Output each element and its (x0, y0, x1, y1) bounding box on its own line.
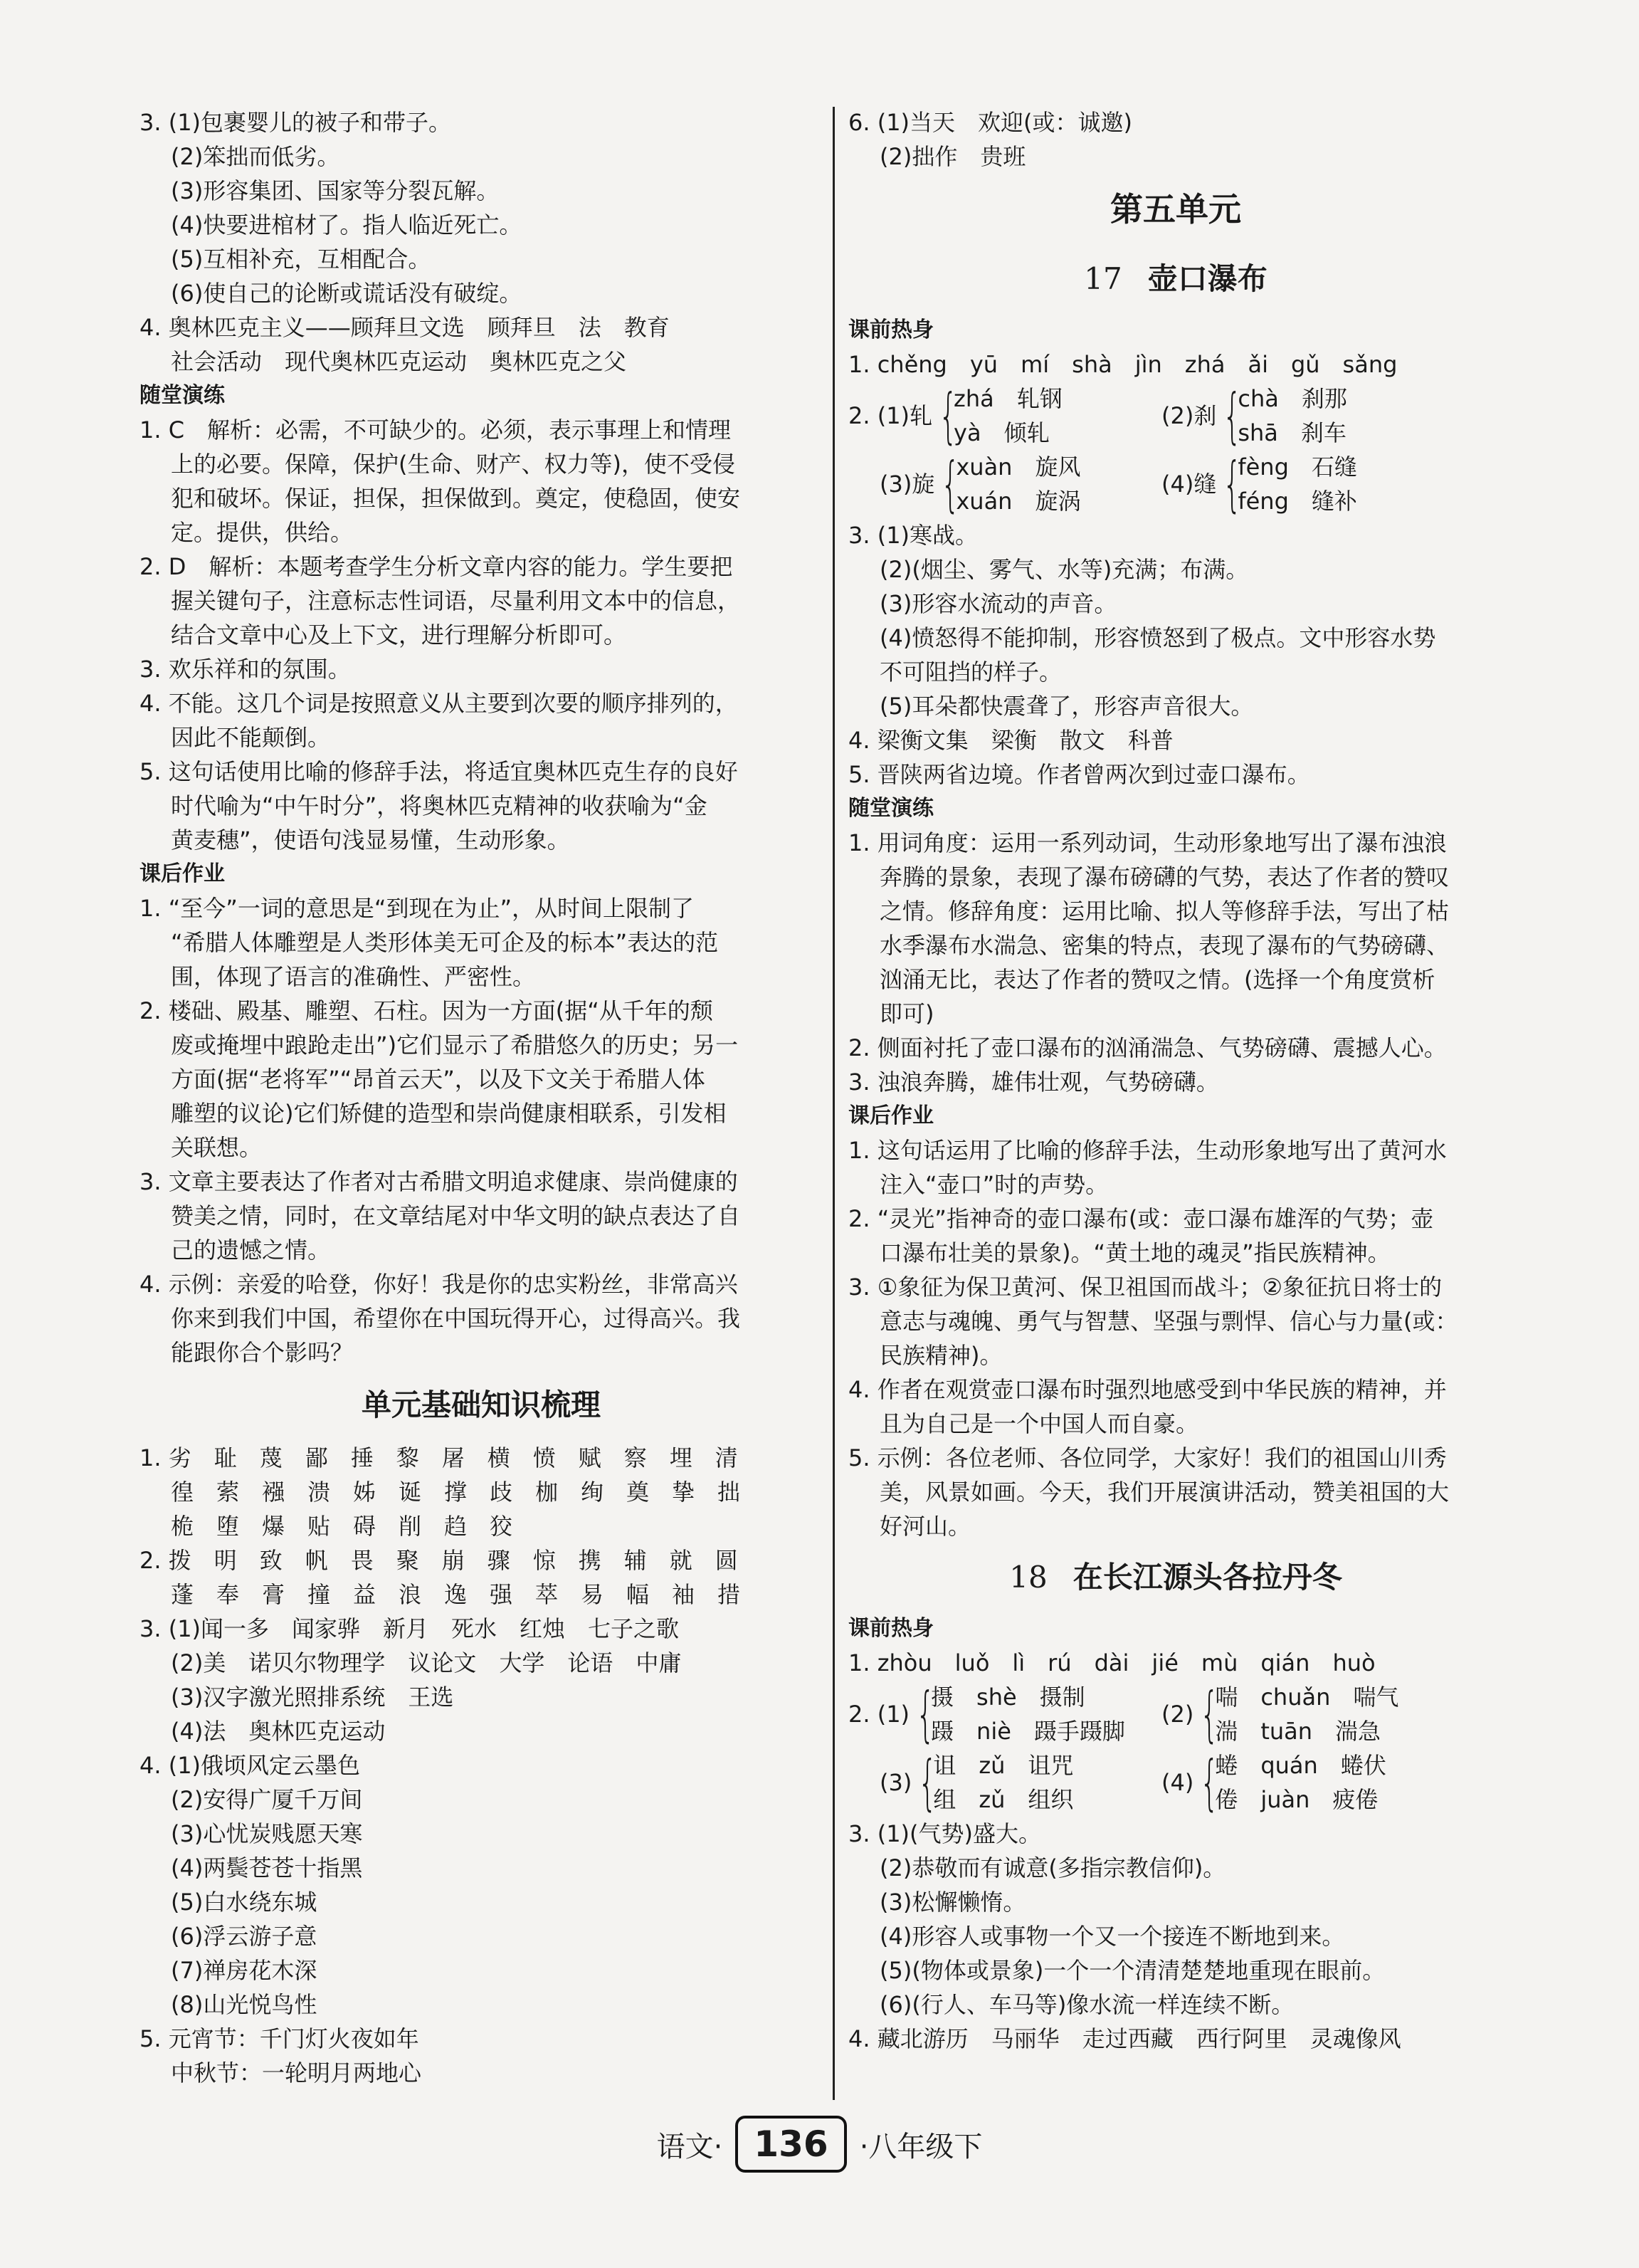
brace-lines (1215, 1748, 1386, 1817)
answer-line: 5. 晋陕两省边境。作者曾两次到过壶口瀑布。 (848, 761, 1310, 788)
curly-brace-icon: { (939, 381, 958, 451)
answer-line: 2. D 解析：本题考查学生分析文章内容的能力。学生要把 (139, 553, 733, 580)
page-footer (0, 2116, 1639, 2173)
answer-line: 关联想。 (171, 1134, 263, 1161)
section-heading: 随堂演练 (848, 796, 934, 821)
answer-line: 5. 元宵节：千门灯火夜如年 (139, 2025, 419, 2052)
answer-line: 5. 这句话使用比喻的修辞手法，将适宜奥林匹克生存的良好 (139, 758, 738, 785)
l18-character-answers (848, 1680, 1503, 1817)
section-warmup-17: 课前热身 (848, 317, 934, 342)
lesson-17-title: 壶口瀑布 (1147, 261, 1268, 296)
column-divider (833, 107, 835, 2100)
answer-line: (3)汉字激光照排系统 王选 (171, 1684, 454, 1711)
answer-line: (2)安得广厦千万间 (171, 1786, 363, 1813)
l17-answers (848, 518, 1503, 1543)
brace-group (848, 1748, 1161, 1817)
answer-line: 6. (1)当天 欢迎(或：诚邀) (848, 109, 1133, 136)
answer-line: (5)白水绕东城 (171, 1889, 317, 1916)
brace-label: 2. (1)轧 (848, 402, 933, 429)
answer-line: 方面(据“老将军”“昂首云天”，以及下文关于希腊人体 (171, 1066, 705, 1093)
answer-line: (2)美 诺贝尔物理学 议论文 大学 论语 中庸 (171, 1649, 682, 1676)
right-top-answers (848, 105, 1503, 174)
answer-line: 桅 堕 爆 贴 碍 削 趋 狡 (171, 1513, 513, 1540)
answer-line: 即可) (880, 1000, 934, 1027)
answer-line: 废或掩埋中踉跄走出”)它们显示了希腊悠久的历史；另一 (171, 1031, 739, 1059)
footer-grade: ·八年级下 (859, 2130, 983, 2163)
answer-line: 4. 奥林匹克主义——顾拜旦文选 顾拜旦 法 教育 (139, 314, 670, 341)
answer-line: 蓬 奉 膏 撞 益 浪 逸 强 萃 易 幅 袖 措 (171, 1581, 741, 1608)
answer-line: 口瀑布壮美的景象)。“黄土地的魂灵”指民族精神。 (880, 1239, 1391, 1266)
answer-line: (4)快要进棺材了。指人临近死亡。 (171, 211, 522, 238)
brace-row (848, 450, 1503, 518)
answer-line: 结合文章中心及上下文，进行理解分析即可。 (171, 621, 627, 649)
answer-line: 4. (1)俄顷风定云墨色 (139, 1752, 361, 1779)
answer-line: 社会活动 现代奥林匹克运动 奥林匹克之父 (171, 348, 627, 375)
brace-line: 组 zǔ 组织 (933, 1786, 1074, 1813)
answer-line: 3. 欢乐祥和的氛围。 (139, 656, 351, 683)
lesson-17-heading (848, 245, 1503, 313)
brace-lines (954, 382, 1063, 450)
answer-line: 黄麦穗”，使语句浅显易懂，生动形象。 (171, 826, 570, 854)
answer-line: 5. 示例：各位老师、各位同学，大家好！我们的祖国山川秀 (848, 1444, 1447, 1471)
answer-line: (5)耳朵都快震聋了，形容声音很大。 (880, 693, 1254, 720)
section-heading: 随堂演练 (139, 383, 225, 408)
answer-line: (3)形容水流动的声音。 (880, 590, 1117, 617)
section-warmup-18: 课前热身 (848, 1616, 934, 1641)
answer-line: 时代喻为“中午时分”，将奥林匹克精神的收获喻为“金 (171, 792, 707, 819)
answer-line: 2. 拨 明 致 帆 畏 聚 崩 骤 惊 携 辅 就 圆 (139, 1547, 738, 1574)
answer-line: 意志与魂魄、勇气与智慧、坚强与剽悍、信心与力量(或： (880, 1308, 1458, 1335)
answer-line: 3. (1)闻一多 闻家骅 新月 死水 红烛 七子之歌 (139, 1615, 680, 1642)
brace-row (848, 1748, 1503, 1817)
answer-line: (5)互相补充，互相配合。 (171, 246, 431, 273)
brace-label: (3) (880, 1769, 912, 1796)
lesson-18-heading (848, 1543, 1503, 1612)
answer-line: 1. “至今”一词的意思是“到现在为止”，从时间上限制了 (139, 895, 695, 922)
answer-line: (3)心忧炭贱愿天寒 (171, 1820, 363, 1847)
answer-line: 2. “灵光”指神奇的壶口瀑布(或：壶口瀑布雄浑的气势；壶 (848, 1205, 1434, 1232)
answer-line: 4. 不能。这几个词是按照意义从主要到次要的顺序排列的， (139, 690, 738, 717)
brace-line: yà 倾轧 (954, 419, 1050, 446)
answer-line: (7)禅房花木深 (171, 1957, 317, 1984)
left-column (139, 105, 823, 2090)
answer-line: (2)笨拙而低劣。 (171, 143, 340, 170)
answer-line: (3)松懈懒惰。 (880, 1889, 1026, 1916)
brace-line: xuàn 旋风 (956, 453, 1081, 481)
brace-lines (956, 450, 1080, 518)
answer-line: 民族精神)。 (880, 1342, 1003, 1369)
brace-group (1161, 450, 1475, 518)
answer-line: (6)(行人、车马等)像水流一样连续不断。 (880, 1991, 1295, 2018)
answer-line: (5)(物体或景象)一个一个清清楚楚地重现在眼前。 (880, 1957, 1386, 1984)
answer-line: 犯和破坏。保证，担保，担保做到。奠定，使稳固，使安 (171, 485, 741, 512)
brace-group (1161, 1748, 1475, 1817)
answer-line: 汹涌无比，表达了作者的赞叹之情。(选择一个角度赏析 (880, 966, 1435, 993)
answer-line: (6)浮云游子意 (171, 1923, 317, 1950)
brace-lines (1238, 450, 1357, 518)
answer-line: (4)愤怒得不能抑制，形容愤怒到了极点。文中形容水势 (880, 624, 1436, 651)
curly-brace-icon: { (1200, 1748, 1220, 1817)
brace-lines (1238, 382, 1347, 450)
section-title: 单元基础知识梳理 (361, 1387, 601, 1422)
brace-label: (4)缝 (1161, 471, 1217, 498)
answer-line: (2)拙作 贵班 (880, 143, 1026, 170)
curly-brace-icon: { (1223, 381, 1243, 451)
brace-line: 湍 tuān 湍急 (1215, 1718, 1381, 1745)
answer-line: 定。提供，供给。 (171, 519, 354, 546)
answer-line: 上的必要。保障，保护(生命、财产、权力等)，使不受侵 (171, 451, 735, 478)
brace-lines (1215, 1680, 1398, 1748)
brace-lines (931, 1680, 1125, 1748)
answer-line: 能跟你合个影吗？ (171, 1339, 354, 1366)
curly-brace-icon: { (1223, 449, 1243, 519)
l18-answers (848, 1817, 1503, 2056)
brace-lines (933, 1748, 1073, 1817)
curly-brace-icon: { (918, 1748, 938, 1817)
brace-row (848, 1680, 1503, 1748)
brace-group (1161, 1680, 1475, 1748)
unit-title: 第五单元 (1110, 190, 1241, 229)
section-heading: 课后作业 (848, 1103, 934, 1128)
answer-line: 水季瀑布水湍急、密集的特点，表现了瀑布的气势磅礴、 (880, 932, 1450, 959)
footer-subject: 语文· (656, 2130, 723, 2163)
brace-group (848, 382, 1161, 450)
answer-line: 因此不能颠倒。 (171, 724, 331, 751)
l18-pinyin-answers: 1. zhòu luǒ lì rú dài jié mù qián huò (848, 1649, 1376, 1676)
answer-line: (3)形容集团、国家等分裂瓦解。 (171, 177, 500, 204)
answer-line: 4. 示例：亲爱的哈登，你好！我是你的忠实粉丝，非常高兴 (139, 1271, 738, 1298)
brace-line: 喘 chuǎn 喘气 (1215, 1684, 1399, 1711)
brace-group (848, 450, 1161, 518)
lesson-17-number: 17 (1084, 261, 1122, 296)
answer-line: 2. 楼础、殿基、雕塑、石柱。因为一方面(据“从千年的颓 (139, 997, 713, 1024)
brace-label: (2) (1161, 1701, 1194, 1728)
answer-line: 雕塑的议论)它们矫健的造型和崇尚健康相联系，引发相 (171, 1100, 727, 1127)
brace-line: shā 刹车 (1238, 419, 1346, 446)
l17-polyphone-answers (848, 382, 1503, 518)
brace-line: 蜷 quán 蜷伏 (1215, 1752, 1386, 1779)
answer-line: 3. (1)(气势)盛大。 (848, 1820, 1042, 1847)
section-heading: 课后作业 (139, 861, 225, 886)
answer-line: (2)恭敬而有诚意(多指宗教信仰)。 (880, 1854, 1226, 1881)
answer-line: 奔腾的景象，表现了瀑布磅礴的气势，表达了作者的赞叹 (880, 863, 1450, 891)
answer-line: 3. 浊浪奔腾，雄伟壮观，气势磅礴。 (848, 1069, 1219, 1096)
answer-line: (6)使自己的论断或谎话没有破绽。 (171, 280, 522, 307)
brace-label: (3)旋 (880, 471, 935, 498)
answer-line: 1. 这句话运用了比喻的修辞手法，生动形象地写出了黄河水 (848, 1137, 1447, 1164)
answer-line: 2. 侧面衬托了壶口瀑布的汹涌湍急、气势磅礴、震撼人心。 (848, 1034, 1447, 1061)
answer-line: 1. 劣 耻 蔑 鄙 捶 黎 屠 横 愤 赋 察 埋 清 (139, 1444, 738, 1471)
curly-brace-icon: { (941, 449, 961, 519)
lesson-18-number: 18 (1009, 1560, 1048, 1595)
answer-line: (2)(烟尘、雾气、水等)充满；布满。 (880, 556, 1249, 583)
answer-line: 4. 梁衡文集 梁衡 散文 科普 (848, 727, 1174, 754)
curly-brace-icon: { (1200, 1679, 1220, 1749)
answer-line: (4)法 奥林匹克运动 (171, 1718, 386, 1745)
brace-line: zhá 轧钢 (954, 385, 1063, 412)
answer-line: 4. 藏北游历 马丽华 走过西藏 西行阿里 灵魂像风 (848, 2025, 1401, 2052)
answer-line: 美，风景如画。今天，我们开展演讲活动，赞美祖国的大 (880, 1479, 1450, 1506)
right-column (848, 105, 1503, 2056)
brace-line: féng 缝补 (1238, 488, 1357, 515)
answer-line: 徨 萦 襁 溃 姊 诞 撑 歧 枷 绚 奠 挚 拙 (171, 1479, 741, 1506)
answer-line: 3. (1)寒战。 (848, 522, 979, 549)
l17-pinyin-answers: 1. chěng yū mí shà jìn zhá ǎi gǔ sǎng (848, 351, 1398, 378)
answer-line: (4)形容人或事物一个又一个接连不断地到来。 (880, 1923, 1345, 1950)
answer-line: 握关键句子，注意标志性词语，尽量利用文本中的信息， (171, 587, 741, 614)
answer-line: 3. 文章主要表达了作者对古希腊文明追求健康、崇尚健康的 (139, 1168, 738, 1195)
answer-line: 不可阻挡的样子。 (880, 658, 1063, 686)
answer-line: 且为自己是一个中国人而自豪。 (880, 1410, 1199, 1437)
answer-line: 3. ①象征为保卫黄河、保卫祖国而战斗；②象征抗日将士的 (848, 1274, 1443, 1301)
brace-label: (4) (1161, 1769, 1194, 1796)
answer-line: 好河山。 (880, 1513, 971, 1540)
brace-line: 摄 shè 摄制 (931, 1684, 1085, 1711)
answer-line: 你来到我们中国，希望你在中国玩得开心，过得高兴。我 (171, 1305, 741, 1332)
answer-line: 注入“壶口”时的声势。 (880, 1171, 1109, 1198)
brace-line: xuán 旋涡 (956, 488, 1081, 515)
brace-group (848, 1680, 1161, 1748)
answer-line: 3. (1)包裹婴儿的被子和带子。 (139, 109, 452, 136)
answer-line: 1. 用词角度：运用一系列动词，生动形象地写出了瀑布浊浪 (848, 829, 1447, 856)
brace-line: 蹑 niè 蹑手蹑脚 (931, 1718, 1125, 1745)
brace-line: 倦 juàn 疲倦 (1215, 1786, 1379, 1813)
answer-line: 赞美之情，同时，在文章结尾对中华文明的缺点表达了自 (171, 1202, 741, 1229)
answer-line: 1. C 解析：必需，不可缺少的。必须，表示事理上和情理 (139, 416, 732, 443)
brace-row (848, 382, 1503, 450)
brace-group (1161, 382, 1475, 450)
answer-line: 4. 作者在观赏壶口瀑布时强烈地感受到中华民族的精神，并 (848, 1376, 1447, 1403)
answer-line: 中秋节：一轮明月两地心 (171, 2059, 422, 2086)
brace-line: chà 刹那 (1238, 385, 1347, 412)
lesson-18-title: 在长江源头各拉丹冬 (1073, 1560, 1342, 1595)
answer-line: “希腊人体雕塑是人类形体美无可企及的标本”表达的范 (171, 929, 719, 956)
brace-label: 2. (1) (848, 1701, 910, 1728)
page-number: 136 (735, 2116, 846, 2173)
answer-line: (4)两鬓苍苍十指黑 (171, 1854, 363, 1881)
answer-line: 之情。修辞角度：运用比喻、拟人等修辞手法，写出了枯 (880, 898, 1450, 925)
curly-brace-icon: { (916, 1679, 935, 1749)
brace-line: 诅 zǔ 诅咒 (933, 1752, 1074, 1779)
brace-line: fèng 石缝 (1238, 453, 1357, 481)
answer-line: 围，体现了语言的准确性、严密性。 (171, 963, 536, 990)
answer-line: (8)山光悦鸟性 (171, 1991, 317, 2018)
answer-line: 己的遗憾之情。 (171, 1237, 331, 1264)
brace-label: (2)刹 (1161, 402, 1217, 429)
